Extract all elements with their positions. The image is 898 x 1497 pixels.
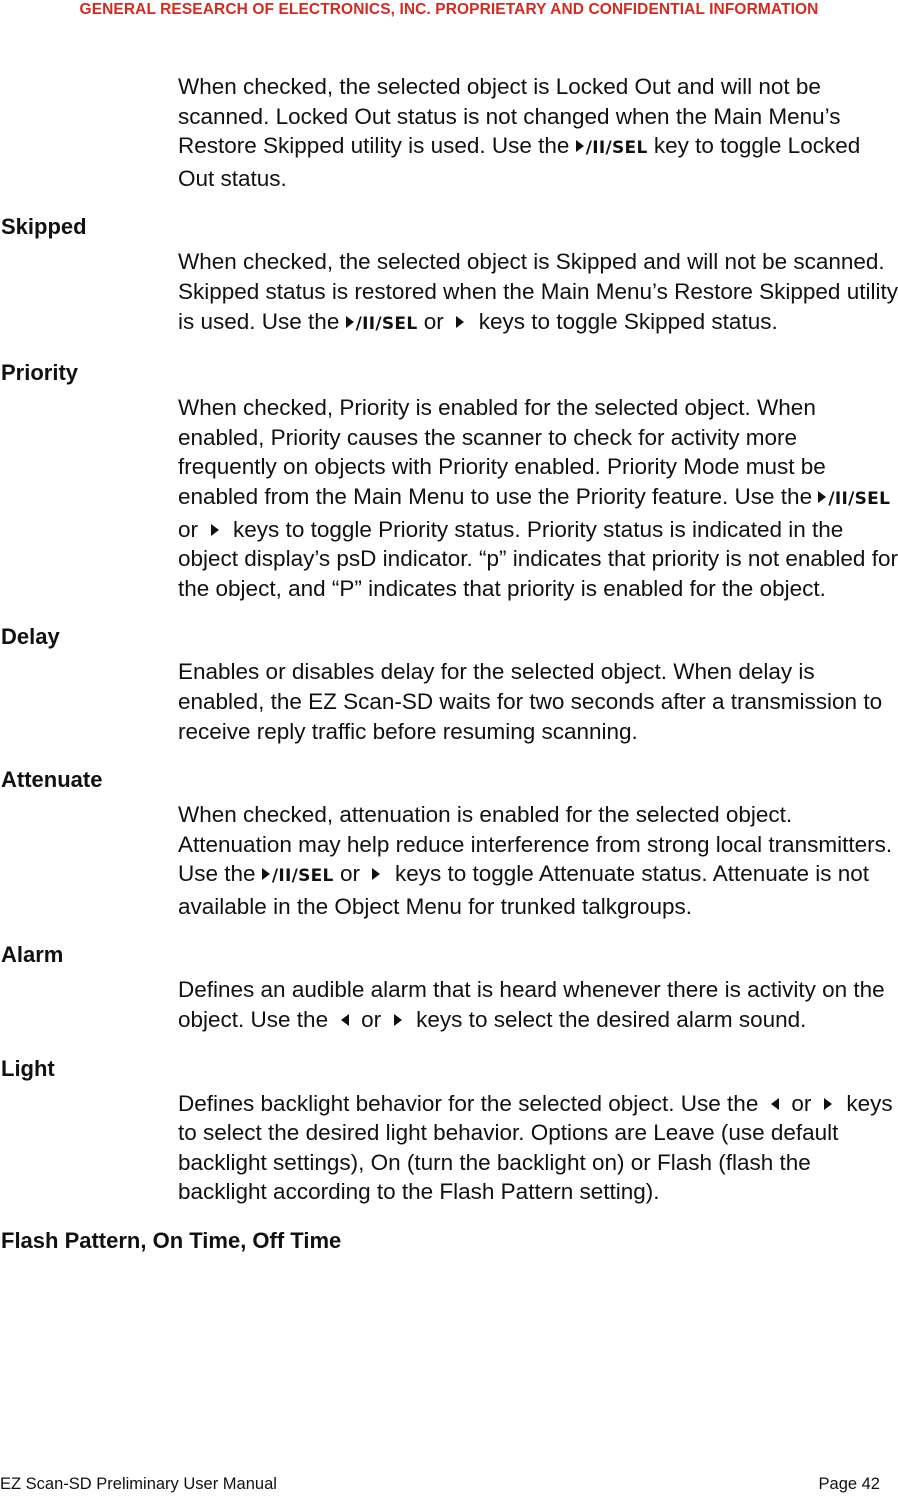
priority-description: When checked, Priority is enabled for the selected object. When enabled, Priority causes the scanner to check for activity more frequently on objects with Priority enabled. Priority Mode must be enabled from the Main Menu to use the Priority feature. Use the /II/SEL or keys to toggle Priority status. Priority status is indicated in the object display’s psD indicator. “p” indicates that priority is not enabled for the object, and “P” indicates that priority is enabled for the object. [178,395,898,601]
sel-key-label: /II/SEL [828,488,891,509]
right-arrow-icon [824,1098,832,1110]
play-right-icon [346,316,354,328]
play-right-icon [262,868,270,880]
page-number: Page 42 [818,1475,880,1493]
skipped-description: When checked, the selected object is Skipped and will not be scanned. Skipped status is restored when the Main Menu’s Restore Skipped utility is used. Use the /II/SEL or keys to toggle Skipped status. [178,249,898,334]
attenuate-heading: Attenuate [1,767,103,793]
right-arrow-icon [456,316,464,328]
manual-title: EZ Scan-SD Preliminary User Manual [0,1475,277,1493]
locked-out-description: When checked, the selected object is Locked Out and will not be scanned. Locked Out status is not changed when the Main Menu’s Restore Skipped utility is used. Use the /II/SEL key to toggle Locked Out status. [178,74,861,191]
sel-key-label: /II/SEL [271,866,334,887]
confidential-header: GENERAL RESEARCH OF ELECTRONICS, INC. PROPRIETARY AND CONFIDENTIAL INFORMATION [79,1,819,18]
light-description: Defines backlight behavior for the selected object. Use the or keys to select the desired light behavior. Options are Leave (use default backlight settings), On (turn the backlight on) or Flash (flash the backlight according to the Flash Pattern setting). [178,1090,893,1205]
right-arrow-icon [394,1014,402,1026]
document-body [0,66,898,1261]
right-arrow-icon [372,868,380,880]
left-arrow-icon [771,1098,779,1110]
flash-pattern-heading: Flash Pattern, On Time, Off Time [1,1228,342,1254]
attenuate-description: When checked, attenuation is enabled for the selected object. Attenuation may help reduce interference from strong local transmitters. Use the /II/SEL or keys to toggle Attenuate status. Attenuate is not available in the Object Menu for trunked talkgroups. [178,802,893,919]
play-right-icon [818,491,826,503]
alarm-heading: Alarm [1,942,64,968]
right-arrow-icon [211,524,219,536]
delay-heading: Delay [1,624,60,650]
light-heading: Light [1,1055,55,1081]
sel-key-label: /II/SEL [355,313,418,334]
play-right-icon [576,140,584,152]
delay-description: Enables or disables delay for the selected object. When delay is enabled, the EZ Scan-SD waits for two seconds after a transmission to receive reply traffic before resuming scanning. [178,659,883,744]
alarm-description: Defines an audible alarm that is heard whenever there is activity on the object. Use the or keys to select the desired alarm sound. [178,977,885,1033]
sel-key-label: /II/SEL [585,138,648,159]
skipped-heading: Skipped [1,214,87,240]
priority-heading: Priority [1,360,79,386]
left-arrow-icon [341,1014,349,1026]
